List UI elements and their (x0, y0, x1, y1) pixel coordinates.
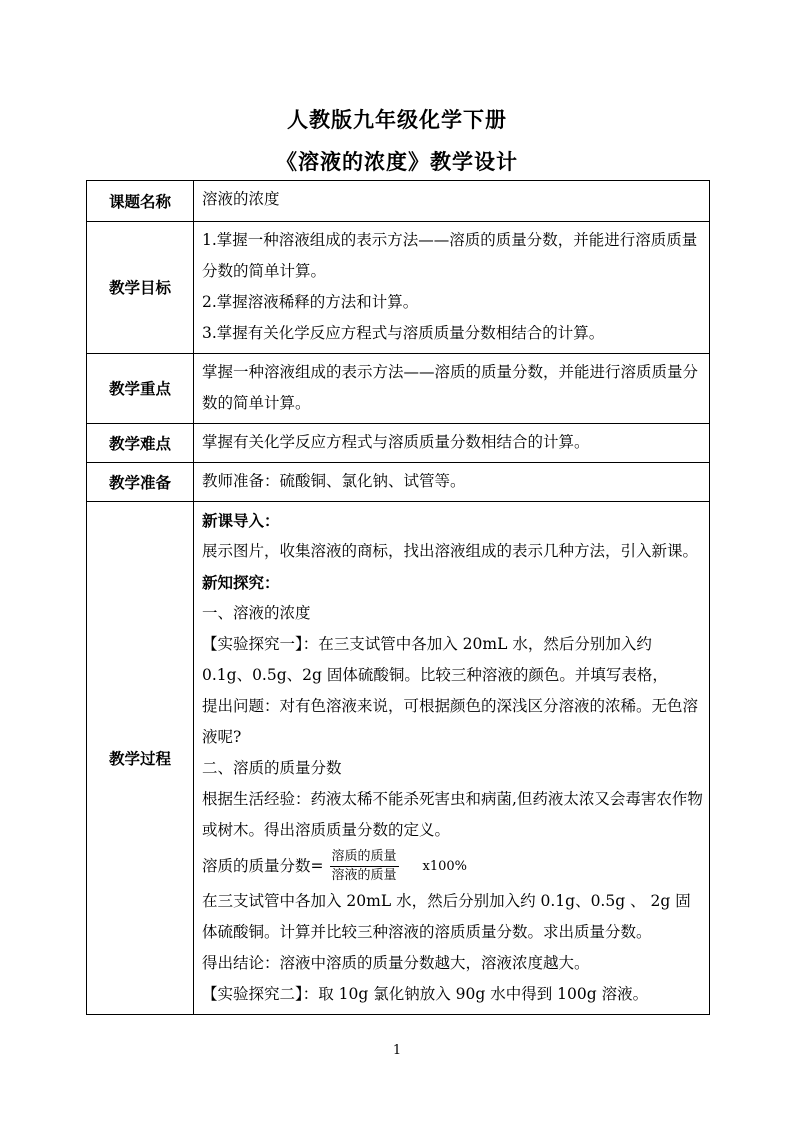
row-process (87, 502, 710, 1015)
preparation-text: 教师准备：硫酸铜、氯化钠、试管等。 (202, 472, 466, 490)
intro-text: 展示图片，收集溶液的商标，找出溶液组成的表示几种方法，引入新课。 (202, 542, 699, 560)
topic-text: 溶液的浓度 (202, 190, 280, 208)
formula-multiplier: x100% (422, 858, 468, 874)
mass-fraction-formula (202, 846, 703, 886)
experiment-two: 【实验探究二】：取 10g 氯化钠放入 90g 水中得到 100g 溶液。 (202, 985, 649, 1003)
objective-item: 3.掌握有关化学反应方程式与溶质质量分数相结合的计算。 (202, 324, 605, 342)
difficulties-label: 教学难点 (87, 424, 194, 463)
section-heading: 二、溶质的质量分数 (202, 759, 342, 777)
document-subtitle: 《溶液的浓度》教学设计 (276, 149, 518, 174)
formula-denominator: 溶液的质量 (331, 867, 397, 883)
lesson-plan-table (86, 180, 710, 1015)
conclusion-text: 得出结论：溶液中溶质的质量分数越大，溶液浓度越大。 (202, 954, 590, 972)
topic-label: 课题名称 (87, 181, 194, 222)
experiment-one: 【实验探究一】：在三支试管中各加入 20mL 水，然后分别加入约 0.1g、0.5g、2g 固体硫酸铜。比较三种溶液的颜色。并填写表格， (202, 635, 668, 684)
row-preparation (87, 463, 710, 502)
question-text: 提出问题：对有色溶液来说，可根据颜色的深浅区分溶液的浓稀。无色溶液呢? (202, 697, 699, 746)
row-key-points (87, 354, 710, 424)
document-title: 人教版九年级化学下册 (287, 107, 507, 132)
formula-numerator: 溶质的质量 (330, 849, 399, 867)
objectives-content (194, 222, 710, 354)
key-points-label: 教学重点 (87, 354, 194, 424)
process-label: 教学过程 (87, 502, 194, 1015)
page-number: 1 (392, 1043, 402, 1058)
objective-item: 2.掌握溶液稀释的方法和计算。 (202, 293, 419, 311)
objective-item: 1.掌握一种溶液组成的表示方法——溶质的质量分数，并能进行溶质质量分数的简单计算。 (202, 231, 698, 280)
row-difficulties (87, 424, 710, 463)
difficulties-text: 掌握有关化学反应方程式与溶质质量分数相结合的计算。 (202, 433, 590, 451)
intro-heading: 新课导入： (202, 511, 280, 530)
key-points-text: 掌握一种溶液组成的表示方法——溶质的质量分数，并能进行溶质质量分数的简单计算。 (202, 363, 699, 412)
row-topic (87, 181, 710, 222)
preparation-label: 教学准备 (87, 463, 194, 502)
calculation-text: 在三支试管中各加入 20mL 水，然后分别加入约 0.1g、0.5g 、 2g 固体硫酸铜。计算并比较三种溶液的溶质质量分数。求出质量分数。 (202, 892, 691, 941)
topic-content (194, 181, 710, 222)
difficulties-content (194, 424, 710, 463)
preparation-content (194, 463, 710, 502)
life-experience-text: 根据生活经验：药液太稀不能杀死害虫和病菌,但药液太浓又会毒害农作物或树木。得出溶质质量分数的定义。 (202, 790, 703, 839)
objectives-label: 教学目标 (87, 222, 194, 354)
section-heading: 一、溶液的浓度 (202, 604, 311, 622)
row-objectives (87, 222, 710, 354)
formula-fraction (330, 849, 399, 884)
formula-label: 溶质的质量分数= (202, 856, 324, 875)
explore-heading: 新知探究： (202, 573, 280, 592)
key-points-content (194, 354, 710, 424)
process-content (194, 502, 710, 1015)
